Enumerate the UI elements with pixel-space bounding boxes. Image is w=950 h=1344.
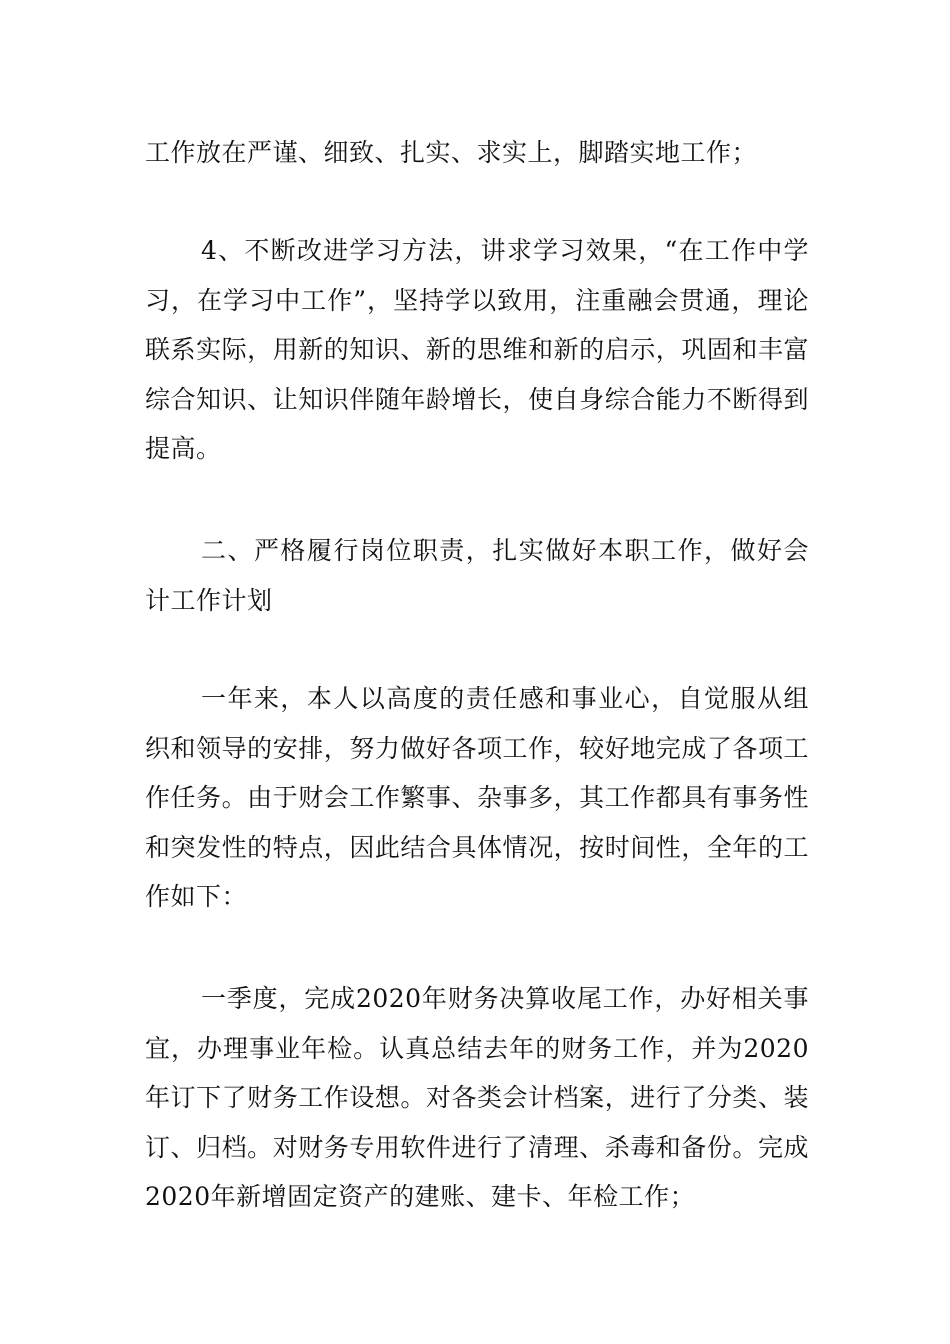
paragraph-year-summary: 一年来，本人以高度的责任感和事业心，自觉服从组织和领导的安排，努力做好各项工作，较好地完成了各项工作任务。由于财会工作繁事、杂事多，其工作都具有事务性和突发性的特点，因此结合具体情况，按时间性，全年的工作如下： <box>145 684 809 911</box>
section-heading-duties: 二、严格履行岗位职责，扎实做好本职工作，做好会计工作计划 <box>145 536 809 615</box>
paragraph-first-quarter: 一季度，完成2020年财务决算收尾工作，办好相关事宜，办理事业年检。认真总结去年的财务工作，并为2020年订下了财务工作设想。对各类会计档案，进行了分类、装订、归档。对财务专用软件进行了清理、杀毒和备份。完成2020年新增固定资产的建账、建卡、年检工作； <box>145 984 809 1211</box>
paragraph-continuation: 工作放在严谨、细致、扎实、求实上，脚踏实地工作； <box>145 138 758 167</box>
paragraph-study-method: 4、不断改进学习方法，讲求学习效果，“在工作中学习，在学习中工作”，坚持学以致用，注重融会贯通，理论联系实际，用新的知识、新的思维和新的启示，巩固和丰富综合知识、让知识伴随年龄增长，使自身综合能力不断得到提高。 <box>145 236 809 463</box>
